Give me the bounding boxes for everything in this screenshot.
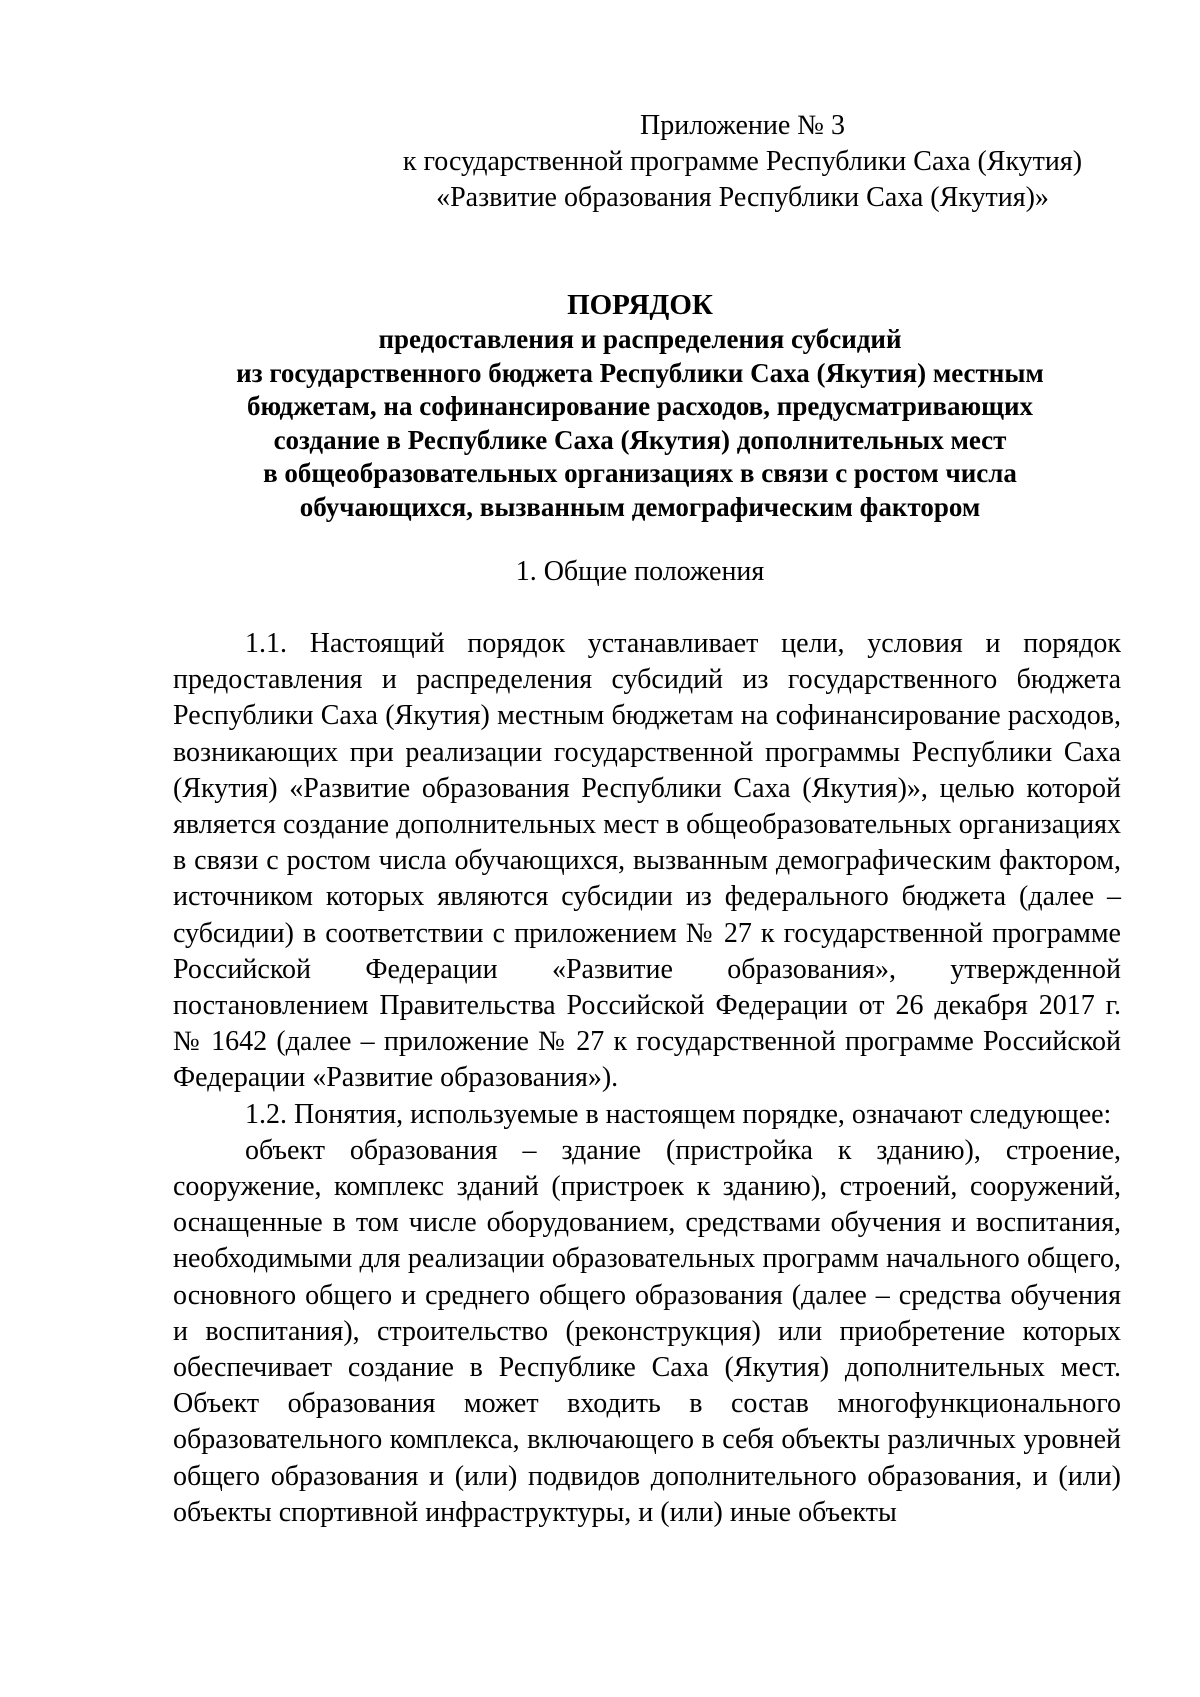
subtitle-line: в общеобразовательных организациях в связи с ростом числа	[263, 458, 1017, 489]
document-title: ПОРЯДОК	[567, 289, 713, 321]
document-subtitle	[170, 323, 1110, 525]
appendix-reference: к государственной программе Республики Саха (Якутия)	[402, 146, 1083, 177]
appendix-number: Приложение № 3	[640, 110, 845, 141]
paragraph-1-2: 1.2. Понятия, используемые в настоящем порядке, означают следующее:	[245, 1098, 1112, 1130]
subtitle-line: из государственного бюджета Республики Саха (Якутия) местным	[236, 357, 1044, 388]
appendix-header	[330, 108, 1155, 216]
document-title-block	[170, 287, 1110, 525]
body-text	[173, 626, 1121, 1531]
paragraph-1-1: 1.1. Настоящий порядок устанавливает цели, условия и порядок предоставления и распределения субсидий из государственного бюджета Республики Саха (Якутия) местным бюджетам на софинансирование расходов, возникающих при реализации государственной программы Республики Саха (Якутия) «Развитие образования Республики Саха (Якутия)», целью которой является создание дополнительных мест в общеобразовательных организациях в связи с ростом числа обучающихся, вызванным демографическим фактором, источником которых являются субсидии из федерального бюджета (далее – субсидии) в соответствии с приложением № 27 к государственной программе Российской Федерации «Развитие образования», утвержденной постановлением Правительства Российской Федерации от 26 декабря 2017 г. № 1642 (далее – приложение № 27 к государственной программе Российской Федерации «Развитие образования»).	[173, 628, 1121, 1094]
section-heading: 1. Общие положения	[515, 556, 765, 587]
subtitle-line: создание в Республике Саха (Якутия) дополнительных мест	[273, 424, 1007, 455]
paragraph-education-object-definition: объект образования – здание (пристройка к зданию), строение, сооружение, комплекс зданий (пристроек к зданию), строений, сооружений, оснащенные в том числе оборудованием, средствами обучения и воспитания, необходимыми для реализации образовательных программ начального общего, основного общего и среднего общего образования (далее – средства обучения и воспитания), строительство (реконструкция) или приобретение которых обеспечивает создание в Республике Саха (Якутия) дополнительных мест. Объект образования может входить в состав многофункционального образовательного комплекса, включающего в себя объекты различных уровней общего образования и (или) подвидов дополнительного образования, и (или) объекты спортивной инфраструктуры, и (или) иные объекты	[173, 1134, 1121, 1528]
subtitle-line: обучающихся, вызванным демографическим фактором	[299, 491, 981, 522]
subtitle-line: предоставления и распределения субсидий	[378, 324, 902, 354]
appendix-program-name: «Развитие образования Республики Саха (Якутия)»	[436, 182, 1049, 213]
subtitle-line: бюджетам, на софинансирование расходов, предусматривающих	[246, 391, 1034, 422]
